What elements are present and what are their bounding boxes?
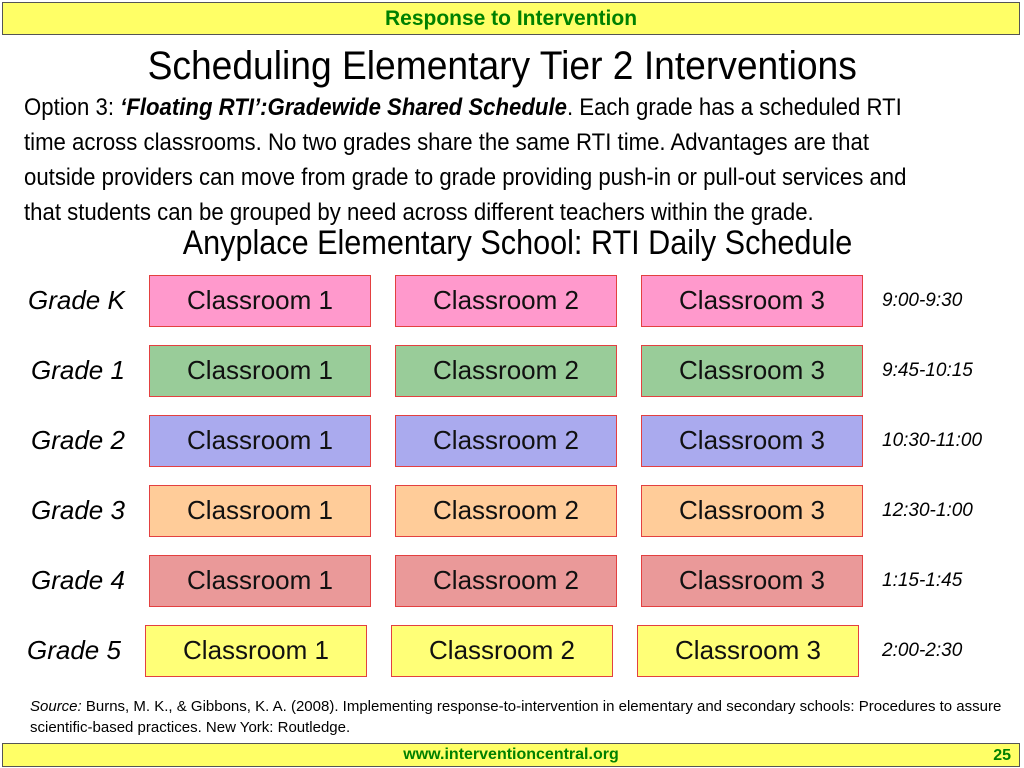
classroom-cell: Classroom 3 (641, 555, 863, 607)
time-slot: 10:30-11:00 (882, 430, 983, 451)
source-label: Source: (30, 698, 82, 715)
description-text: . Each grade has a scheduled RTI time across classrooms. No two grades share the same RTI time. Advantages are that outside providers can move from grade to grade providing push-in or pull-out services and that students can be grouped by need across different teachers within the grade. (24, 94, 907, 226)
option-name: ‘Floating RTI’:Gradewide Shared Schedule (120, 94, 567, 121)
grade-label: Grade K (28, 285, 125, 315)
classroom-cell: Classroom 1 (149, 275, 371, 327)
classroom-cell: Classroom 1 (149, 485, 371, 537)
classroom-cell: Classroom 3 (641, 415, 863, 467)
classroom-cell: Classroom 1 (149, 345, 371, 397)
classroom-cell: Classroom 1 (145, 625, 367, 677)
classroom-cell: Classroom 2 (395, 555, 617, 607)
source-citation (30, 696, 1010, 738)
classroom-cell: Classroom 2 (395, 485, 617, 537)
footer-bar (2, 743, 1020, 767)
grade-label: Grade 2 (31, 425, 125, 455)
time-slot: 12:30-1:00 (882, 500, 973, 521)
page-title: Scheduling Elementary Tier 2 Interventions (147, 44, 857, 88)
classroom-cell: Classroom 2 (395, 415, 617, 467)
schedule-title: Anyplace Elementary School: RTI Daily Schedule (182, 224, 853, 262)
source-text: Burns, M. K., & Gibbons, K. A. (2008). Implementing response-to-intervention in elementary and secondary schools: Procedures to assure scientific-based practices. New York: Routledge. (30, 698, 1002, 736)
grade-label: Grade 4 (31, 565, 125, 595)
time-slot: 9:45-10:15 (882, 360, 973, 381)
grade-label: Grade 1 (31, 355, 125, 385)
header-banner (2, 2, 1020, 35)
classroom-cell: Classroom 1 (149, 415, 371, 467)
footer-url: www.interventioncentral.org (403, 746, 619, 763)
time-slot: 1:15-1:45 (882, 570, 963, 591)
classroom-cell: Classroom 1 (149, 555, 371, 607)
grade-label: Grade 5 (27, 635, 121, 665)
classroom-cell: Classroom 3 (637, 625, 859, 677)
classroom-cell: Classroom 2 (395, 345, 617, 397)
classroom-cell: Classroom 3 (641, 345, 863, 397)
classroom-cell: Classroom 3 (641, 275, 863, 327)
description (24, 90, 929, 230)
page-number: 25 (993, 747, 1011, 764)
banner-title: Response to Intervention (384, 7, 638, 30)
grade-label: Grade 3 (31, 495, 125, 525)
time-slot: 2:00-2:30 (882, 640, 963, 661)
classroom-cell: Classroom 2 (395, 275, 617, 327)
description-prefix: Option 3: (24, 94, 121, 121)
time-slot: 9:00-9:30 (882, 290, 963, 311)
classroom-cell: Classroom 3 (641, 485, 863, 537)
classroom-cell: Classroom 2 (391, 625, 613, 677)
